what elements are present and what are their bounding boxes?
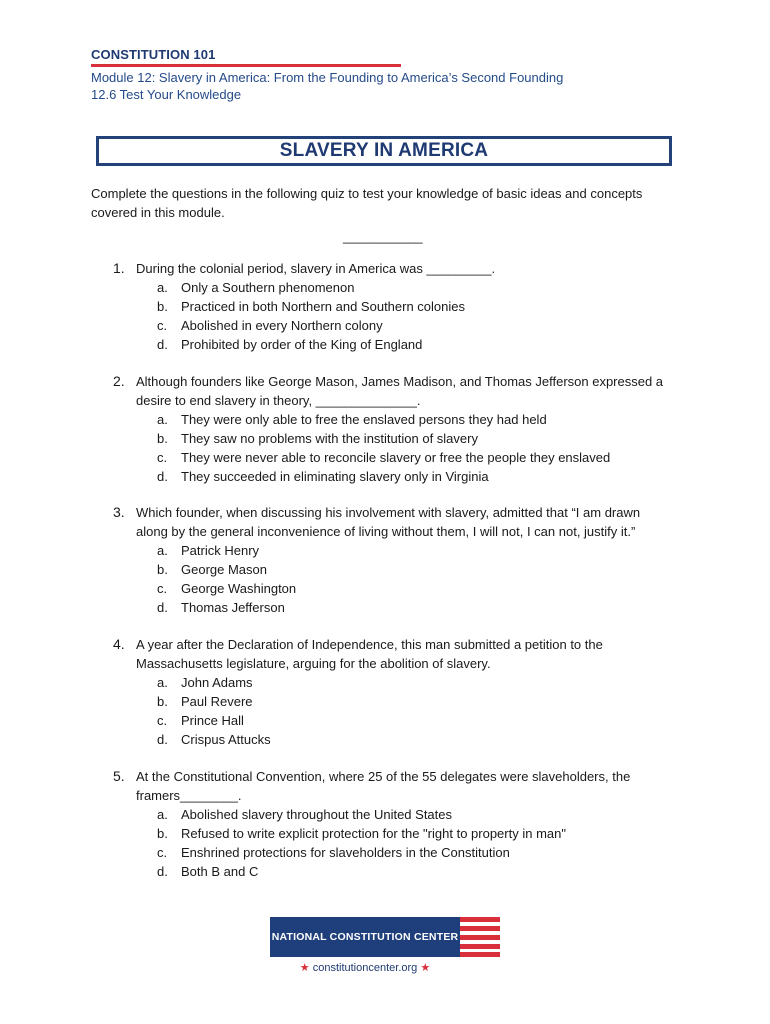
page-title-box: [96, 136, 672, 166]
option-letter: a.: [157, 807, 168, 822]
option-a: [113, 673, 673, 692]
option-letter: c.: [157, 713, 168, 728]
option-text: Only a Southern phenomenon: [181, 280, 355, 295]
option-letter: d.: [157, 732, 168, 747]
option-letter: c.: [157, 845, 168, 860]
option-letter: a.: [157, 675, 168, 690]
option-b: [113, 692, 673, 711]
question-2: [113, 372, 673, 486]
option-text: They saw no problems with the institution of slavery: [181, 431, 478, 446]
option-letter: d.: [157, 864, 168, 879]
option-d: [113, 467, 673, 486]
option-letter: a.: [157, 543, 168, 558]
option-letter: b.: [157, 694, 168, 709]
option-b: [113, 560, 673, 579]
option-list: [113, 541, 673, 617]
separator-line: ___________: [343, 229, 423, 244]
question-number: 3.: [113, 504, 125, 520]
option-text: Both B and C: [181, 864, 259, 879]
option-text: Abolished in every Northern colony: [181, 318, 383, 333]
option-text: John Adams: [181, 675, 253, 690]
option-letter: a.: [157, 280, 168, 295]
option-letter: a.: [157, 412, 168, 427]
option-text: They were only able to free the enslaved persons they had held: [181, 412, 547, 427]
flag-stripe: [460, 935, 500, 940]
option-text: Prince Hall: [181, 713, 244, 728]
logo-text: NATIONAL CONSTITUTION CENTER: [271, 931, 459, 943]
question-4: [113, 635, 673, 749]
question-number: 2.: [113, 373, 125, 389]
option-text: Abolished slavery throughout the United States: [181, 807, 453, 822]
option-c: [113, 316, 673, 335]
website-url: [270, 961, 460, 974]
question-1: [113, 259, 673, 354]
option-b: [113, 429, 673, 448]
option-letter: b.: [157, 826, 168, 841]
option-d: [113, 598, 673, 617]
option-text: Crispus Attucks: [181, 732, 271, 747]
question-text: Which founder, when discussing his involvement with slavery, admitted that “I am drawn along by the general inconvenience of living without them, I will not, I can not, justify it.”: [136, 505, 641, 539]
option-letter: c.: [157, 581, 168, 596]
option-text: They were never able to reconcile slavery or free the people they enslaved: [181, 450, 611, 465]
question-number: 4.: [113, 636, 125, 652]
option-d: [113, 862, 673, 881]
option-a: [113, 805, 673, 824]
option-letter: b.: [157, 431, 168, 446]
flag-stripe: [460, 944, 500, 949]
question-5: [113, 767, 673, 881]
course-title: CONSTITUTION 101: [91, 47, 216, 62]
option-d: [113, 335, 673, 354]
option-letter: c.: [157, 318, 168, 333]
option-list: [113, 673, 673, 749]
option-a: [113, 410, 673, 429]
page-title: SLAVERY IN AMERICA: [279, 140, 489, 161]
option-text: Refused to write explicit protection for the "right to property in man": [181, 826, 566, 841]
option-c: [113, 711, 673, 730]
option-list: [113, 410, 673, 486]
option-list: [113, 805, 673, 881]
option-d: [113, 730, 673, 749]
option-letter: b.: [157, 299, 168, 314]
option-text: George Washington: [181, 581, 297, 596]
option-text: They succeeded in eliminating slavery only in Virginia: [181, 469, 489, 484]
star-icon: ★: [420, 962, 431, 974]
option-text: George Mason: [181, 562, 267, 577]
option-b: [113, 297, 673, 316]
question-3: [113, 503, 673, 617]
module-heading: [91, 69, 563, 103]
flag-stripe: [460, 952, 500, 957]
option-letter: d.: [157, 337, 168, 352]
option-c: [113, 448, 673, 467]
option-text: Patrick Henry: [181, 543, 260, 558]
question-text: Although founders like George Mason, James Madison, and Thomas Jefferson expressed a desire to end slavery in theory, ______________.: [136, 374, 664, 408]
logo-box: [270, 917, 460, 957]
flag-stripe: [460, 926, 500, 931]
option-b: [113, 824, 673, 843]
option-text: Practiced in both Northern and Southern colonies: [181, 299, 466, 314]
question-text: A year after the Declaration of Independence, this man submitted a petition to the Massachusetts legislature, arguing for the abolition of slavery.: [136, 637, 603, 671]
star-icon: ★: [299, 962, 310, 974]
option-text: Thomas Jefferson: [181, 600, 285, 615]
question-number: 1.: [113, 260, 125, 276]
intro-paragraph: Complete the questions in the following quiz to test your knowledge of basic ideas and concepts covered in this module.: [91, 186, 643, 220]
course-underline: [91, 64, 401, 67]
question-text: At the Constitutional Convention, where 25 of the 55 delegates were slaveholders, the framers________.: [136, 769, 631, 803]
option-a: [113, 541, 673, 560]
option-letter: d.: [157, 600, 168, 615]
question-text: During the colonial period, slavery in America was _________.: [136, 261, 496, 276]
url-text: constitutioncenter.org: [312, 962, 418, 974]
option-text: Paul Revere: [181, 694, 253, 709]
flag-stripe: [460, 917, 500, 922]
option-list: [113, 278, 673, 354]
section-line: 12.6 Test Your Knowledge: [91, 87, 242, 102]
option-letter: d.: [157, 469, 168, 484]
option-letter: b.: [157, 562, 168, 577]
option-a: [113, 278, 673, 297]
option-text: Enshrined protections for slaveholders in the Constitution: [181, 845, 510, 860]
ncc-logo: [270, 917, 500, 957]
module-line: Module 12: Slavery in America: From the Founding to America’s Second Founding: [91, 70, 564, 85]
question-number: 5.: [113, 768, 125, 784]
option-letter: c.: [157, 450, 168, 465]
option-c: [113, 843, 673, 862]
option-c: [113, 579, 673, 598]
option-text: Prohibited by order of the King of England: [181, 337, 423, 352]
